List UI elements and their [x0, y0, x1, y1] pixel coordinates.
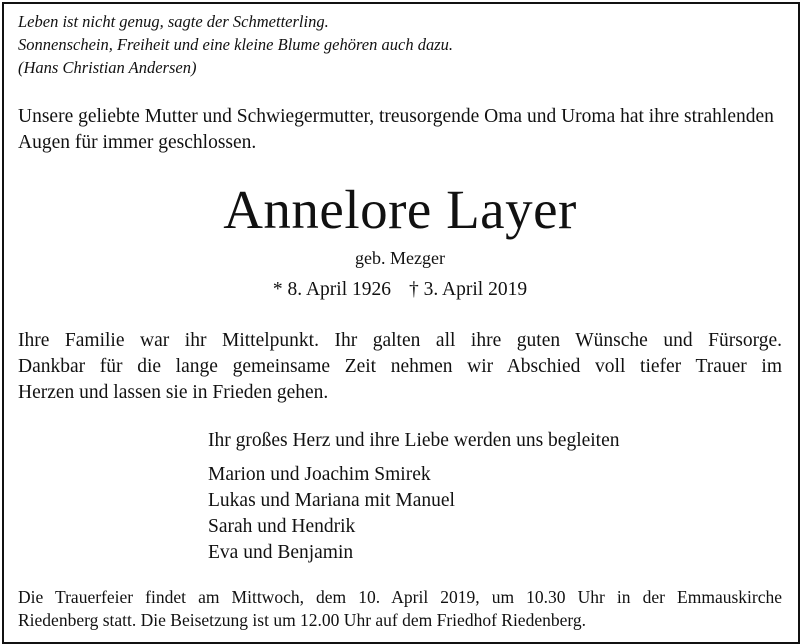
- closing-line: Ihr großes Herz und ihre Liebe werden uns begleiten: [208, 430, 620, 451]
- death-date: † 3. April 2019: [409, 279, 528, 300]
- family-line: Dankbar für die lange gemeinsame Zeit nehmen wir Abschied voll tiefer Trauer im: [18, 356, 782, 377]
- funeral-line: Riedenberg statt. Die Beisetzung ist um 12.00 Uhr auf dem Friedhof Riedenberg.: [18, 610, 586, 630]
- birth-date: * 8. April 1926: [272, 279, 391, 300]
- family-paragraph: [18, 328, 782, 406]
- motto-attribution: (Hans Christian Andersen): [18, 58, 197, 77]
- mourner-entry: Sarah und Hendrik: [208, 516, 356, 537]
- mourner-entry: Lukas und Mariana mit Manuel: [208, 490, 455, 511]
- maiden-name: geb. Mezger: [355, 248, 445, 268]
- motto-line: Sonnenschein, Freiheit und eine kleine Blume gehören auch dazu.: [18, 35, 453, 54]
- intro-text: Unsere geliebte Mutter und Schwiegermutter, treusorgende Oma und Uroma hat ihre strahlenden Augen für immer geschlossen.: [18, 106, 774, 153]
- mourners-list: [208, 462, 455, 566]
- life-dates: [0, 277, 800, 303]
- motto-line: Leben ist nicht genug, sagte der Schmetterling.: [18, 12, 329, 31]
- funeral-notice: [18, 586, 782, 632]
- family-line: Ihre Familie war ihr Mittelpunkt. Ihr galten all ihre guten Wünsche und Fürsorge.: [18, 330, 782, 351]
- mourner-entry: Marion und Joachim Smirek: [208, 464, 431, 485]
- mourner-entry: Eva und Benjamin: [208, 542, 354, 563]
- motto-quote: [18, 10, 453, 79]
- deceased-name: Annelore Layer: [223, 179, 577, 240]
- family-line: Herzen und lassen sie in Frieden gehen.: [18, 382, 329, 403]
- funeral-line: Die Trauerfeier findet am Mittwoch, dem 10. April 2019, um 10.30 Uhr in der Emmauskirche: [18, 587, 782, 607]
